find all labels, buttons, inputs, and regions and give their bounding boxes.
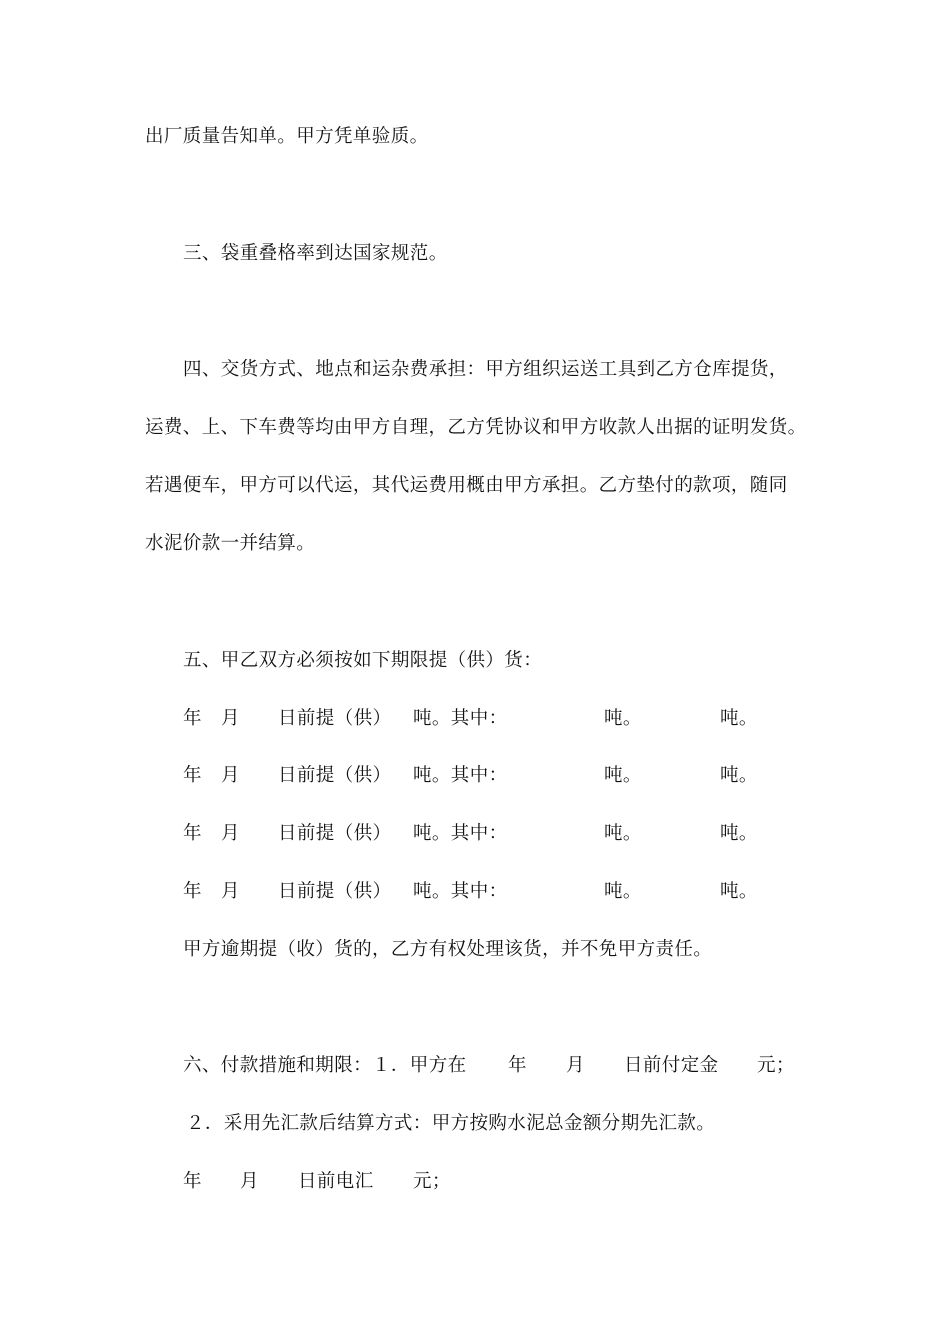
delivery-schedule-row	[0, 764, 950, 788]
delivery-schedule-row	[0, 707, 950, 731]
date-label: 日前提（供）	[278, 881, 392, 902]
tons-label: 吨。其中：	[413, 881, 508, 902]
remit-label: 日前电汇	[298, 1171, 374, 1192]
month-label: 月	[240, 1171, 259, 1192]
clause-3: 三、袋重叠格率到达国家规范。	[183, 243, 448, 264]
tons-part-2: 吨。	[720, 823, 758, 844]
clause-4-line-2: 运费、上、下车费等均由甲方自理，乙方凭协议和甲方收款人出据的证明发货。	[145, 417, 807, 438]
delivery-schedule-row	[0, 822, 950, 846]
year-label: 年	[508, 1055, 527, 1076]
yuan-label: 元；	[413, 1171, 451, 1192]
tons-part-2: 吨。	[720, 765, 758, 786]
clause-5-note: 甲方逾期提（收）货的，乙方有权处理该货，并不免甲方责任。	[183, 939, 713, 960]
year-label: 年	[183, 823, 202, 844]
clause-6-lead: 六、付款措施和期限：１．甲方在	[183, 1055, 467, 1076]
tons-part-2: 吨。	[720, 881, 758, 902]
date-label: 日前提（供）	[278, 765, 392, 786]
clause-4-line-1: 四、交货方式、地点和运杂费承担：甲方组织运送工具到乙方仓库提货，	[183, 359, 788, 380]
month-label: 月	[566, 1055, 585, 1076]
clause-6-line-2: ２．采用先汇款后结算方式：甲方按购水泥总金额分期先汇款。	[186, 1113, 716, 1134]
tons-part-1: 吨。	[604, 765, 642, 786]
clause-5-heading: 五、甲乙双方必须按如下期限提（供）货：	[183, 650, 543, 671]
tons-part-2: 吨。	[720, 708, 758, 729]
date-label: 日前提（供）	[278, 823, 392, 844]
clause-6-line-3	[0, 1170, 950, 1194]
year-label: 年	[183, 881, 202, 902]
paragraph-quality-notice: 出厂质量告知单。甲方凭单验质。	[145, 126, 429, 147]
year-label: 年	[183, 1171, 202, 1192]
clause-4-line-3: 若遇便车，甲方可以代运，其代运费用概由甲方承担。乙方垫付的款项，随同	[145, 475, 788, 496]
clause-4-line-4: 水泥价款一并结算。	[145, 533, 316, 554]
tons-label: 吨。其中：	[413, 708, 508, 729]
tons-part-1: 吨。	[604, 823, 642, 844]
yuan-label: 元；	[757, 1055, 795, 1076]
year-label: 年	[183, 765, 202, 786]
date-label: 日前提（供）	[278, 708, 392, 729]
tons-part-1: 吨。	[604, 881, 642, 902]
month-label: 月	[221, 823, 240, 844]
year-label: 年	[183, 708, 202, 729]
month-label: 月	[221, 881, 240, 902]
deposit-label: 日前付定金	[624, 1055, 719, 1076]
tons-part-1: 吨。	[604, 708, 642, 729]
clause-6-line-1	[0, 1054, 950, 1078]
month-label: 月	[221, 765, 240, 786]
tons-label: 吨。其中：	[413, 823, 508, 844]
delivery-schedule-row	[0, 880, 950, 904]
month-label: 月	[221, 708, 240, 729]
tons-label: 吨。其中：	[413, 765, 508, 786]
